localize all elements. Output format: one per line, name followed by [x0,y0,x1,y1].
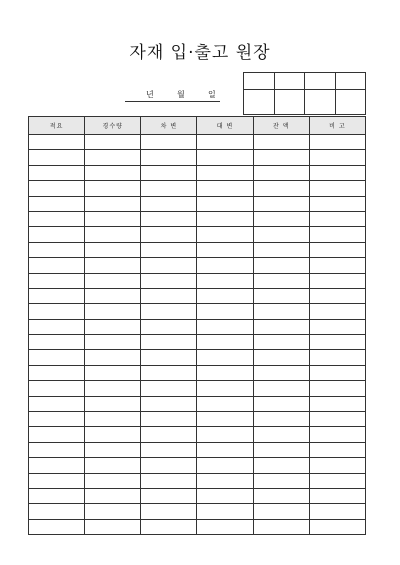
ledger-row [29,504,366,519]
ledger-cell [29,335,85,350]
ledger-cell [309,150,365,165]
ledger-cell [253,135,309,150]
ledger-cell [85,304,141,319]
ledger-cell [309,396,365,411]
ledger-cell [29,196,85,211]
approval-cell [274,73,305,90]
ledger-cell [309,319,365,334]
ledger-cell [85,135,141,150]
ledger-cell [85,412,141,427]
ledger-cell [253,335,309,350]
ledger-cell [253,488,309,503]
ledger-row [29,242,366,257]
ledger-cell [29,473,85,488]
ledger-cell [29,396,85,411]
ledger-cell [29,135,85,150]
ledger-cell [29,242,85,257]
ledger-cell [29,519,85,534]
ledger-cell [141,412,197,427]
ledger-cell [141,304,197,319]
ledger-cell [85,335,141,350]
ledger-cell [85,288,141,303]
ledger-row [29,427,366,442]
ledger-cell [253,396,309,411]
ledger-cell [141,165,197,180]
ledger-cell [85,381,141,396]
ledger-row [29,304,366,319]
ledger-cell [253,211,309,226]
ledger-cell [29,165,85,180]
ledger-cell [29,381,85,396]
ledger-cell [197,196,253,211]
approval-cell [305,73,336,90]
approval-cell [244,73,275,90]
ledger-table [28,116,366,535]
ledger-cell [197,350,253,365]
ledger-cell [85,196,141,211]
ledger-cell [85,504,141,519]
ledger-row [29,258,366,273]
ledger-cell [309,458,365,473]
ledger-cell [141,288,197,303]
ledger-cell [141,396,197,411]
ledger-cell [29,258,85,273]
document-title: 자재 입·출고 원장 [129,43,271,63]
ledger-row [29,288,366,303]
ledger-cell [197,258,253,273]
ledger-row [29,319,366,334]
ledger-cell [253,319,309,334]
ledger-cell [253,196,309,211]
ledger-cell [253,227,309,242]
ledger-cell [309,288,365,303]
ledger-cell [141,365,197,380]
ledger-cell [29,458,85,473]
approval-box [243,72,366,115]
ledger-cell [85,365,141,380]
ledger-cell [29,227,85,242]
column-header-description: 적요 [29,117,85,135]
ledger-cell [309,381,365,396]
ledger-cell [85,150,141,165]
ledger-cell [85,519,141,534]
ledger-cell [253,181,309,196]
ledger-cell [141,258,197,273]
year-label: 년 [146,90,154,99]
ledger-row [29,442,366,457]
ledger-cell [197,211,253,226]
ledger-cell [197,181,253,196]
approval-cell [305,90,336,115]
ledger-row [29,365,366,380]
ledger-cell [309,519,365,534]
ledger-cell [253,350,309,365]
ledger-cell [29,504,85,519]
ledger-cell [141,181,197,196]
ledger-cell [141,350,197,365]
ledger-cell [141,519,197,534]
ledger-cell [309,442,365,457]
ledger-cell [141,135,197,150]
approval-cell [335,90,366,115]
ledger-cell [85,165,141,180]
ledger-cell [197,427,253,442]
ledger-cell [309,242,365,257]
ledger-cell [197,227,253,242]
ledger-row [29,396,366,411]
ledger-cell [253,473,309,488]
ledger-cell [197,304,253,319]
ledger-cell [309,227,365,242]
ledger-cell [197,519,253,534]
ledger-cell [253,165,309,180]
column-header-quantity: 경수량 [85,117,141,135]
ledger-cell [29,150,85,165]
ledger-cell [309,196,365,211]
ledger-cell [141,335,197,350]
ledger-cell [253,288,309,303]
ledger-cell [253,150,309,165]
ledger-cell [141,473,197,488]
ledger-cell [29,427,85,442]
ledger-cell [309,258,365,273]
ledger-cell [253,258,309,273]
ledger-row [29,227,366,242]
ledger-row [29,350,366,365]
ledger-cell [85,181,141,196]
ledger-cell [309,473,365,488]
ledger-cell [141,504,197,519]
ledger-cell [85,227,141,242]
ledger-cell [141,211,197,226]
ledger-cell [197,165,253,180]
ledger-cell [253,519,309,534]
column-header-credit: 대 변 [197,117,253,135]
ledger-cell [253,304,309,319]
ledger-cell [309,504,365,519]
ledger-cell [85,396,141,411]
ledger-cell [85,242,141,257]
ledger-cell [253,458,309,473]
ledger-cell [29,488,85,503]
ledger-cell [141,227,197,242]
ledger-cell [141,458,197,473]
ledger-cell [141,273,197,288]
ledger-cell [141,150,197,165]
approval-cell [274,90,305,115]
column-header-remarks: 비 고 [309,117,365,135]
ledger-cell [309,211,365,226]
ledger-cell [141,242,197,257]
column-header-balance: 잔 액 [253,117,309,135]
ledger-cell [85,488,141,503]
ledger-cell [197,288,253,303]
ledger-cell [85,211,141,226]
ledger-body [29,135,366,535]
ledger-cell [309,273,365,288]
ledger-cell [141,442,197,457]
ledger-row [29,488,366,503]
ledger-cell [29,365,85,380]
ledger-cell [309,350,365,365]
ledger-cell [85,442,141,457]
ledger-cell [29,442,85,457]
ledger-cell [29,319,85,334]
ledger-cell [29,304,85,319]
ledger-row [29,181,366,196]
ledger-cell [85,458,141,473]
ledger-cell [85,258,141,273]
ledger-cell [85,273,141,288]
ledger-row [29,458,366,473]
ledger-cell [141,488,197,503]
ledger-cell [309,335,365,350]
ledger-cell [85,319,141,334]
ledger-cell [141,196,197,211]
ledger-row [29,473,366,488]
ledger-cell [141,319,197,334]
ledger-cell [197,396,253,411]
ledger-cell [29,211,85,226]
approval-cell [335,73,366,90]
ledger-cell [309,412,365,427]
ledger-cell [253,412,309,427]
ledger-cell [197,273,253,288]
ledger-cell [309,304,365,319]
ledger-cell [29,273,85,288]
day-label: 일 [208,90,216,99]
ledger-cell [197,242,253,257]
ledger-cell [197,504,253,519]
ledger-cell [309,181,365,196]
ledger-cell [253,427,309,442]
ledger-row [29,211,366,226]
ledger-row [29,381,366,396]
date-field [125,87,220,102]
ledger-cell [197,135,253,150]
ledger-cell [197,381,253,396]
ledger-cell [197,319,253,334]
ledger-cell [197,442,253,457]
ledger-cell [253,381,309,396]
ledger-cell [85,473,141,488]
ledger-cell [141,381,197,396]
ledger-cell [309,488,365,503]
ledger-row [29,273,366,288]
ledger-cell [253,442,309,457]
ledger-cell [197,335,253,350]
ledger-row [29,165,366,180]
ledger-cell [309,365,365,380]
ledger-cell [197,365,253,380]
column-header-debit: 차 변 [141,117,197,135]
ledger-cell [197,150,253,165]
ledger-row [29,335,366,350]
ledger-cell [85,427,141,442]
ledger-cell [309,427,365,442]
ledger-row [29,412,366,427]
ledger-header-row [29,117,366,135]
ledger-cell [253,273,309,288]
ledger-row [29,519,366,534]
ledger-cell [197,412,253,427]
ledger-cell [253,365,309,380]
ledger-cell [253,504,309,519]
ledger-cell [197,458,253,473]
approval-cell [244,90,275,115]
ledger-cell [197,473,253,488]
ledger-cell [253,242,309,257]
ledger-cell [29,412,85,427]
month-label: 월 [177,90,185,99]
ledger-row [29,150,366,165]
ledger-cell [85,350,141,365]
ledger-cell [141,427,197,442]
ledger-row [29,196,366,211]
ledger-cell [309,165,365,180]
ledger-row [29,135,366,150]
ledger-cell [197,488,253,503]
ledger-cell [29,350,85,365]
ledger-cell [29,288,85,303]
ledger-cell [29,181,85,196]
ledger-cell [309,135,365,150]
